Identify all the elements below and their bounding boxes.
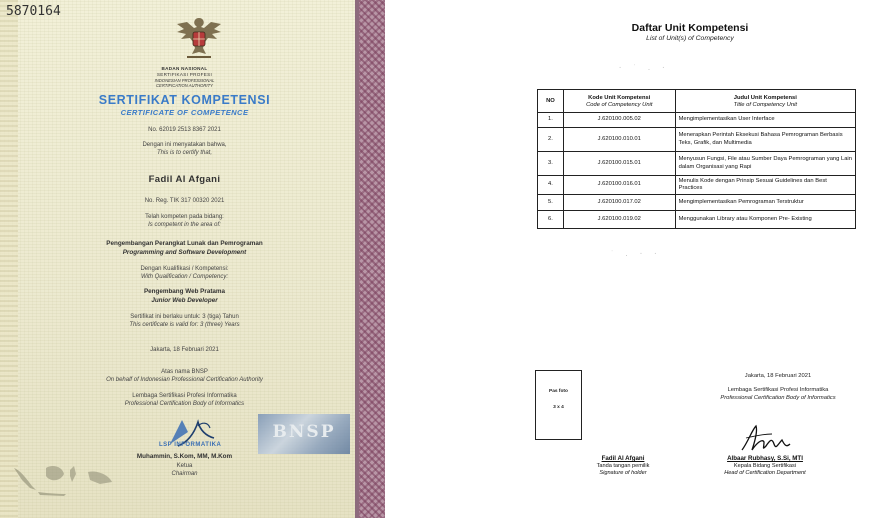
header-code [563, 90, 675, 113]
unit-code: J.620100.010.01 [563, 128, 675, 152]
header-title-en: Title of Competency Unit [733, 101, 797, 108]
unit-no: 6. [538, 211, 564, 229]
holder-signature-name: Fadil Al Afgani [601, 455, 645, 462]
photo-size: 3 x 4 [553, 405, 564, 410]
agency-name-line2: SERTIFIKASI PROFESI [156, 72, 213, 77]
units-title: Daftar Unit Kompetensi [631, 22, 749, 34]
table-row [538, 176, 856, 195]
certificate-place-date: Jakarta, 18 Februari 2021 [150, 347, 219, 353]
agency-name-line4: CERTIFICATION AUTHORITY [156, 83, 213, 88]
units-header [540, 22, 840, 42]
head-signature-icon [738, 420, 794, 456]
qualification-label-id: Dengan Kualifikasi / Kompetensi: [140, 266, 229, 272]
holder-name: Fadil Al Afgani [148, 174, 221, 185]
certificate-title: SERTIFIKAT KOMPETENSI [98, 93, 271, 107]
chairman-title-en: Chairman [171, 471, 198, 477]
field-id: Pengembangan Perangkat Lunak dan Pemrograman [106, 240, 263, 247]
on-behalf-en: On behalf of Indonesian Professional Certification Authority [106, 377, 263, 383]
unit-no: 2. [538, 128, 564, 152]
table-row [538, 128, 856, 152]
holder-signature-label-en: Signature of holder [599, 470, 647, 476]
lsp-name-en: Professional Certification Body of Informatics [124, 401, 245, 407]
table-row [538, 211, 856, 229]
head-signature-label-en: Head of Certification Department [724, 470, 806, 476]
lsp-logo-text: LSP INFORMATIKA [159, 442, 222, 448]
header-title-id: Judul Unit Kompetensi [733, 94, 797, 101]
table-row [538, 113, 856, 128]
unit-title: Mengimplementasikan Pemrograman Terstruktur [675, 195, 855, 211]
unit-title: Menulis Kode dengan Prinsip Sesuai Guidelines dan Best Practices [675, 176, 855, 195]
unit-code: J.620100.005.02 [563, 113, 675, 128]
field-en: Programming and Software Development [122, 249, 247, 256]
head-signature-block [700, 455, 830, 476]
certificate-subtitle: CERTIFICATE OF COMPETENCE [120, 108, 249, 117]
unit-code: J.620100.019.02 [563, 211, 675, 229]
holder-signature-block [573, 455, 673, 476]
unit-title: Mengimplementasikan User Interface [675, 113, 855, 128]
unit-no: 4. [538, 176, 564, 195]
validity-id: Sertifikat ini berlaku untuk: 3 (tiga) Tahun [130, 314, 239, 320]
qualification-id: Pengembang Web Pratama [143, 288, 226, 295]
indonesia-map-icon [10, 460, 115, 500]
header-no: NO [538, 90, 564, 113]
declare-text-id: Dengan ini menyatakan bahwa, [142, 142, 227, 148]
garuda-emblem-icon [173, 14, 225, 64]
holder-signature-label-id: Tanda tangan pemilik [596, 463, 650, 469]
unit-title: Menyusun Fungsi, File atau Sumber Daya Pemrograman yang Lain dalam Organisasi yang Rapi [675, 152, 855, 176]
certificate-number: No. 62019 2513 8367 2021 [148, 127, 221, 133]
serial-number: 5870164 [6, 4, 61, 19]
table-row [538, 152, 856, 176]
chairman-title-id: Ketua [176, 463, 193, 469]
qualification-label-en: With Qualification / Competency: [141, 274, 228, 280]
units-place-date: Jakarta, 18 Februari 2021 [744, 373, 812, 379]
header-code-en: Code of Competency Unit [586, 101, 653, 108]
header-title [675, 90, 855, 113]
on-behalf-id: Atas nama BNSP [161, 369, 208, 375]
table-row [538, 195, 856, 211]
photo-placeholder [535, 370, 582, 440]
chairman-name: Muhammin, S.Kom, MM, M.Kom [136, 453, 233, 460]
registration-number: No. Reg. TIK 317 00320 2021 [144, 198, 225, 204]
bnsp-hologram-text: BNSP [272, 422, 336, 442]
unit-no: 5. [538, 195, 564, 211]
faint-stamp-mark: · ˙ . · [618, 64, 669, 72]
unit-no: 1. [538, 113, 564, 128]
competent-text-id: Telah kompeten pada bidang: [145, 214, 224, 220]
lsp-name-id: Lembaga Sertifikasi Profesi Informatika [132, 393, 237, 399]
validity-en: This certificate is valid for: 3 (three) Years [129, 322, 240, 328]
unit-code: J.620100.017.02 [563, 195, 675, 211]
table-header-row [538, 90, 856, 113]
competent-text-en: Is competent in the area of: [148, 222, 221, 228]
agency-name-line3: INDONESIAN PROFESSIONAL [154, 78, 215, 83]
qualification-en: Junior Web Developer [151, 297, 218, 304]
bnsp-hologram [258, 414, 350, 454]
faint-stamp-mark: ˙ . · · [610, 250, 661, 258]
certificate-page [0, 0, 385, 518]
photo-label: Pas foto [549, 389, 568, 394]
unit-no: 3. [538, 152, 564, 176]
unit-title: Menerapkan Perintah Eksekusi Bahasa Pemrograman Berbasis Teks, Grafik, dan Multimedia [675, 128, 855, 152]
header-code-id: Kode Unit Kompetensi [588, 94, 651, 101]
unit-code: J.620100.016.01 [563, 176, 675, 195]
units-lsp-name-id: Lembaga Sertifikasi Profesi Informatika [727, 387, 829, 393]
head-signature-name: Albaar Rubhasy, S.Si, MTI [727, 455, 803, 462]
declare-text-en: This is to certify that, [156, 150, 213, 156]
units-lsp-name-en: Professional Certification Body of Informatics [720, 395, 836, 401]
unit-code: J.620100.015.01 [563, 152, 675, 176]
competency-units-table [537, 89, 856, 229]
unit-title: Menggunakan Library atau Komponen Pre- Existing [675, 211, 855, 229]
head-signature-label-id: Kepala Bidang Sertifikasi [733, 463, 797, 469]
agency-name-line1: BADAN NASIONAL [161, 66, 208, 71]
units-subtitle: List of Unit(s) of Competency [646, 35, 734, 42]
